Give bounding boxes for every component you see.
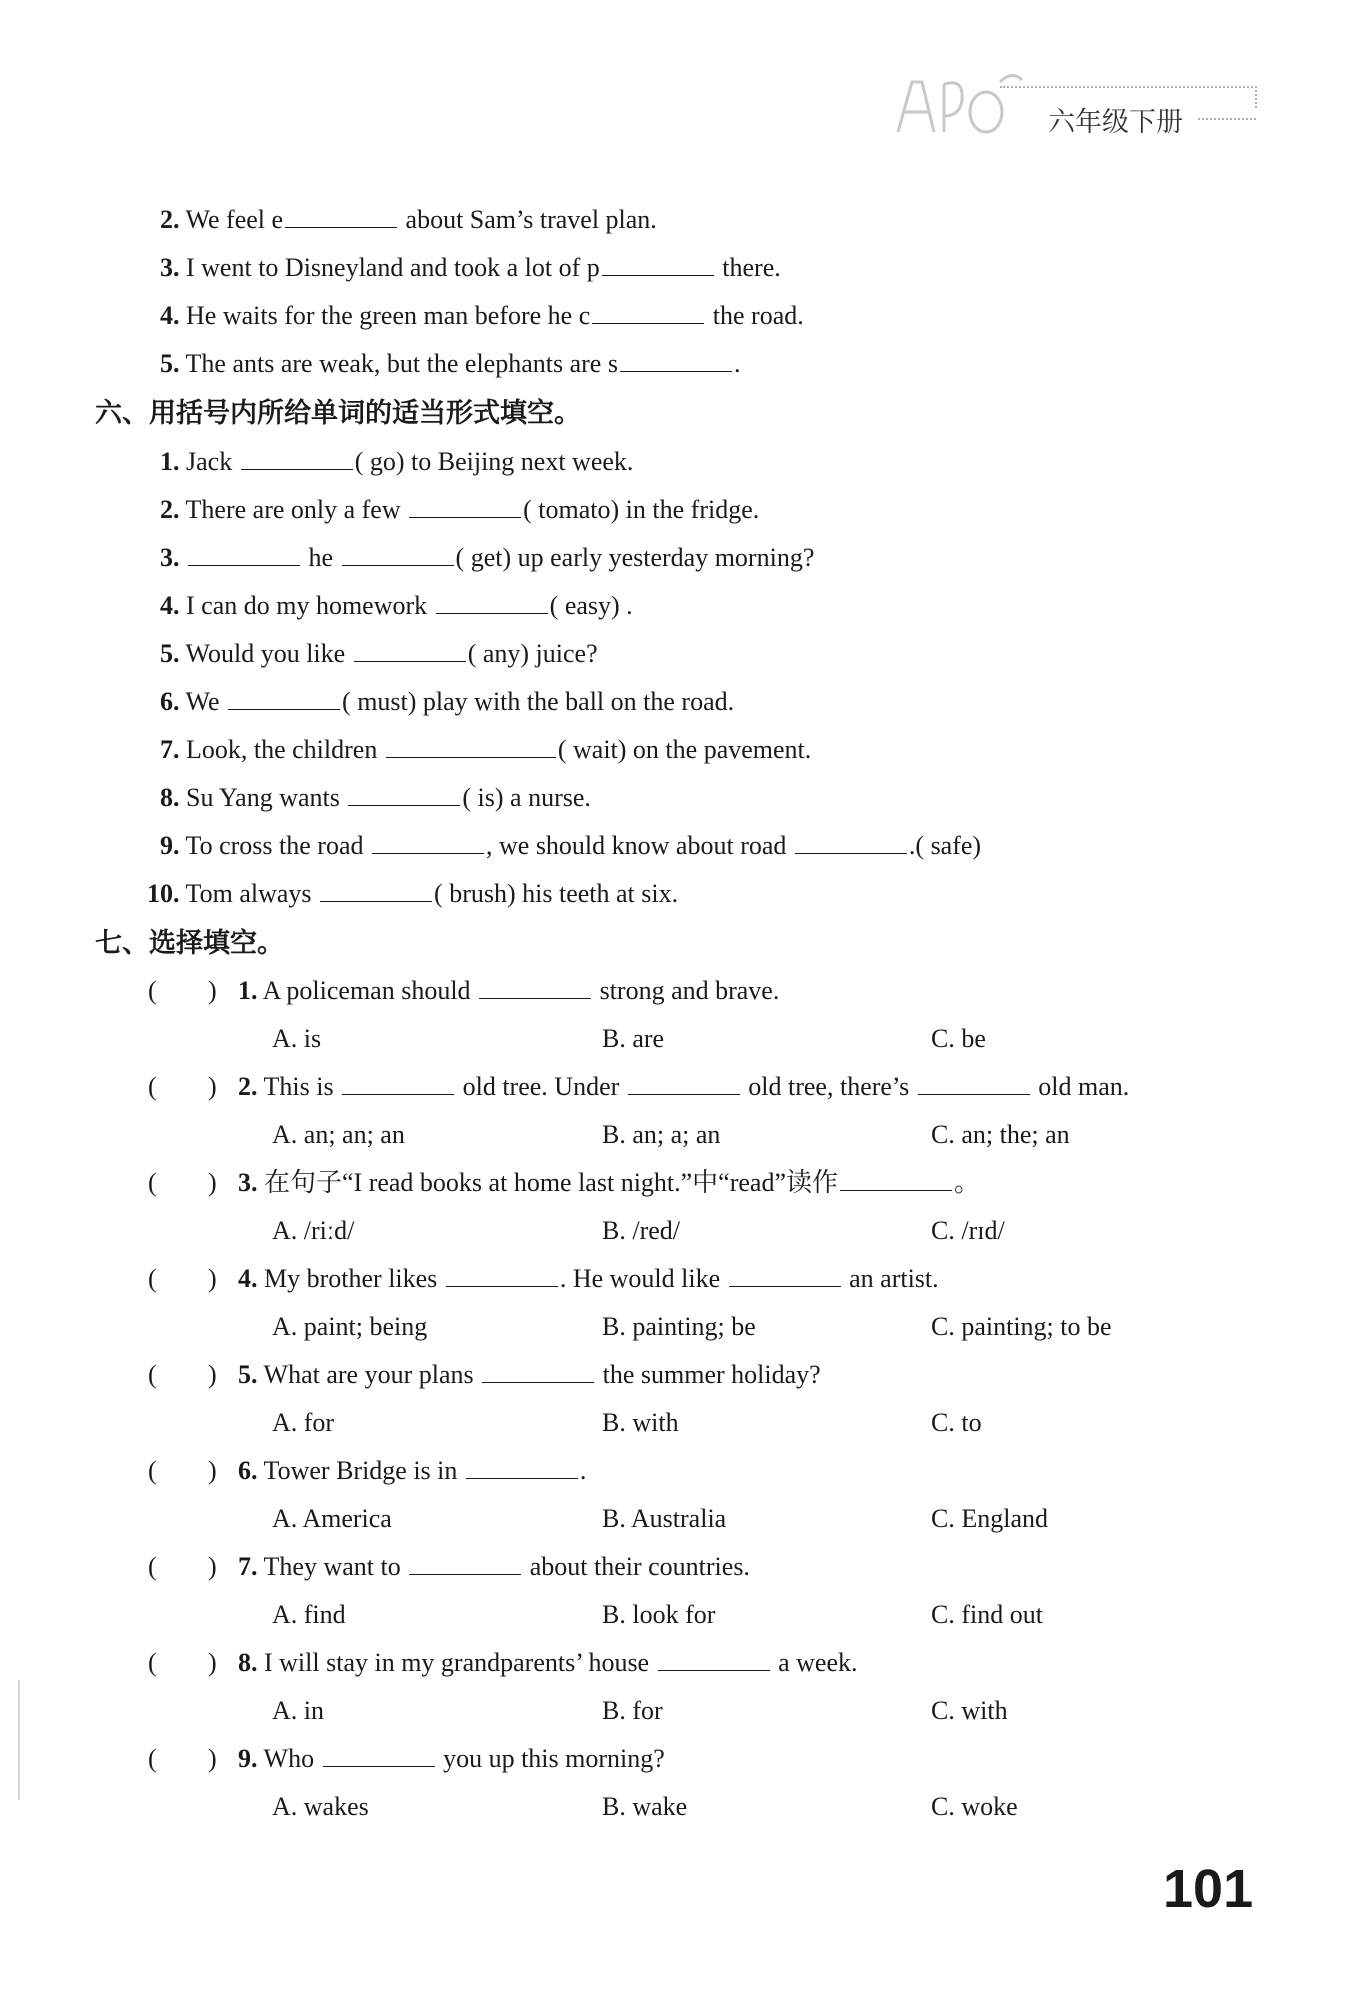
option-c[interactable]: C. /rɪd/ <box>931 1216 1005 1245</box>
answer-paren-close: ) <box>208 1744 217 1773</box>
answer-blank[interactable] <box>188 543 300 566</box>
answer-blank[interactable] <box>628 1072 740 1095</box>
answer-blank[interactable] <box>840 1168 952 1191</box>
part7-question-4: 4. My brother likes . He would like an artist. <box>238 1264 939 1293</box>
answer-paren-open: ( <box>148 976 157 1005</box>
part7-question-1: 1. A policeman should strong and brave. <box>238 976 780 1005</box>
page-edge-shadow <box>18 1680 20 1800</box>
answer-paren-close: ) <box>208 1264 217 1293</box>
grade-label: 六年级下册 <box>1048 107 1183 138</box>
answer-blank[interactable] <box>228 687 340 710</box>
part6-item-3: 3. he ( get) up early yesterday morning? <box>160 543 815 572</box>
option-a[interactable]: A. America <box>272 1504 392 1533</box>
part5-item-2: 2. We feel e about Sam’s travel plan. <box>160 205 657 234</box>
option-b[interactable]: B. /red/ <box>602 1216 680 1245</box>
answer-blank[interactable] <box>409 1552 521 1575</box>
option-b[interactable]: B. Australia <box>602 1504 727 1533</box>
answer-blank[interactable] <box>436 591 548 614</box>
option-b[interactable]: B. an; a; an <box>602 1120 721 1149</box>
option-a[interactable]: A. in <box>272 1696 324 1725</box>
part5-item-3: 3. I went to Disneyland and took a lot of p there. <box>160 253 781 282</box>
answer-blank[interactable] <box>795 831 907 854</box>
answer-paren-open: ( <box>148 1168 157 1197</box>
part7-question-8: 8. I will stay in my grandparents’ house a week. <box>238 1648 858 1677</box>
section-title-7: 七、选择填空。 <box>95 928 284 959</box>
option-b[interactable]: B. for <box>602 1696 663 1725</box>
answer-blank[interactable] <box>466 1456 578 1479</box>
part6-item-6: 6. We ( must) play with the ball on the road. <box>160 687 735 716</box>
option-b[interactable]: B. with <box>602 1408 679 1437</box>
option-c[interactable]: C. painting; to be <box>931 1312 1112 1341</box>
part7-question-6: 6. Tower Bridge is in . <box>238 1456 587 1485</box>
part6-item-1: 1. Jack ( go) to Beijing next week. <box>160 447 634 476</box>
option-a[interactable]: A. for <box>272 1408 335 1437</box>
part6-item-2: 2. There are only a few ( tomato) in the fridge. <box>160 495 760 524</box>
part7-question-7: 7. They want to about their countries. <box>238 1552 750 1581</box>
answer-blank[interactable] <box>918 1072 1030 1095</box>
part7-question-9: 9. Who you up this morning? <box>238 1744 665 1773</box>
answer-paren-open: ( <box>148 1648 157 1677</box>
answer-blank[interactable] <box>729 1264 841 1287</box>
option-c[interactable]: C. to <box>931 1408 982 1437</box>
option-c[interactable]: C. woke <box>931 1792 1018 1821</box>
part7-question-2: 2. This is old tree. Under old tree, there’s old man. <box>238 1072 1130 1101</box>
answer-paren-close: ) <box>208 1648 217 1677</box>
answer-paren-open: ( <box>148 1072 157 1101</box>
section-title-6: 六、用括号内所给单词的适当形式填空。 <box>95 398 581 429</box>
option-c[interactable]: C. be <box>931 1024 986 1053</box>
answer-blank[interactable] <box>482 1360 594 1383</box>
answer-paren-close: ) <box>208 1072 217 1101</box>
page-number: 101 <box>1163 1859 1254 1919</box>
answer-paren-close: ) <box>208 976 217 1005</box>
part6-item-4: 4. I can do my homework ( easy) . <box>160 591 633 620</box>
answer-blank[interactable] <box>602 253 714 276</box>
answer-paren-open: ( <box>148 1456 157 1485</box>
part7-question-3: 3. 在句子“I read books at home last night.”中“read”读作 。 <box>238 1168 981 1197</box>
answer-blank[interactable] <box>386 735 556 758</box>
answer-blank[interactable] <box>323 1744 435 1767</box>
header-dotted-line <box>1198 118 1256 120</box>
answer-paren-close: ) <box>208 1168 217 1197</box>
answer-paren-open: ( <box>148 1552 157 1581</box>
option-a[interactable]: A. paint; being <box>272 1312 428 1341</box>
option-c[interactable]: C. with <box>931 1696 1008 1725</box>
option-c[interactable]: C. find out <box>931 1600 1043 1629</box>
answer-blank[interactable] <box>446 1264 558 1287</box>
option-c[interactable]: C. England <box>931 1504 1048 1533</box>
answer-blank[interactable] <box>354 639 466 662</box>
answer-blank[interactable] <box>409 495 521 518</box>
answer-paren-open: ( <box>148 1744 157 1773</box>
part6-item-8: 8. Su Yang wants ( is) a nurse. <box>160 783 591 812</box>
answer-blank[interactable] <box>592 301 704 324</box>
option-a[interactable]: A. wakes <box>272 1792 369 1821</box>
part5-item-5: 5. The ants are weak, but the elephants are s . <box>160 349 741 378</box>
answer-paren-close: ) <box>208 1456 217 1485</box>
answer-paren-close: ) <box>208 1360 217 1389</box>
answer-paren-open: ( <box>148 1360 157 1389</box>
answer-blank[interactable] <box>241 447 353 470</box>
answer-blank[interactable] <box>658 1648 770 1671</box>
part6-item-10: 10. Tom always ( brush) his teeth at six. <box>147 879 679 908</box>
option-c[interactable]: C. an; the; an <box>931 1120 1070 1149</box>
option-a[interactable]: A. an; an; an <box>272 1120 405 1149</box>
part6-item-7: 7. Look, the children ( wait) on the pavement. <box>160 735 812 764</box>
part6-item-9: 9. To cross the road , we should know about road .( safe) <box>160 831 982 860</box>
option-b[interactable]: B. wake <box>602 1792 688 1821</box>
answer-paren-open: ( <box>148 1264 157 1293</box>
option-a[interactable]: A. /riːd/ <box>272 1216 355 1245</box>
answer-blank[interactable] <box>285 205 397 228</box>
part7-question-5: 5. What are your plans the summer holiday? <box>238 1360 821 1389</box>
answer-paren-close: ) <box>208 1552 217 1581</box>
answer-blank[interactable] <box>342 543 454 566</box>
part6-item-5: 5. Would you like ( any) juice? <box>160 639 598 668</box>
answer-blank[interactable] <box>372 831 484 854</box>
option-b[interactable]: B. painting; be <box>602 1312 756 1341</box>
option-b[interactable]: B. look for <box>602 1600 716 1629</box>
answer-blank[interactable] <box>348 783 460 806</box>
answer-blank[interactable] <box>620 349 732 372</box>
option-a[interactable]: A. find <box>272 1600 346 1629</box>
answer-blank[interactable] <box>479 976 591 999</box>
answer-blank[interactable] <box>342 1072 454 1095</box>
answer-blank[interactable] <box>320 879 432 902</box>
option-b[interactable]: B. are <box>602 1024 665 1053</box>
part5-item-4: 4. He waits for the green man before he c the road. <box>160 301 804 330</box>
option-a[interactable]: A. is <box>272 1024 322 1053</box>
